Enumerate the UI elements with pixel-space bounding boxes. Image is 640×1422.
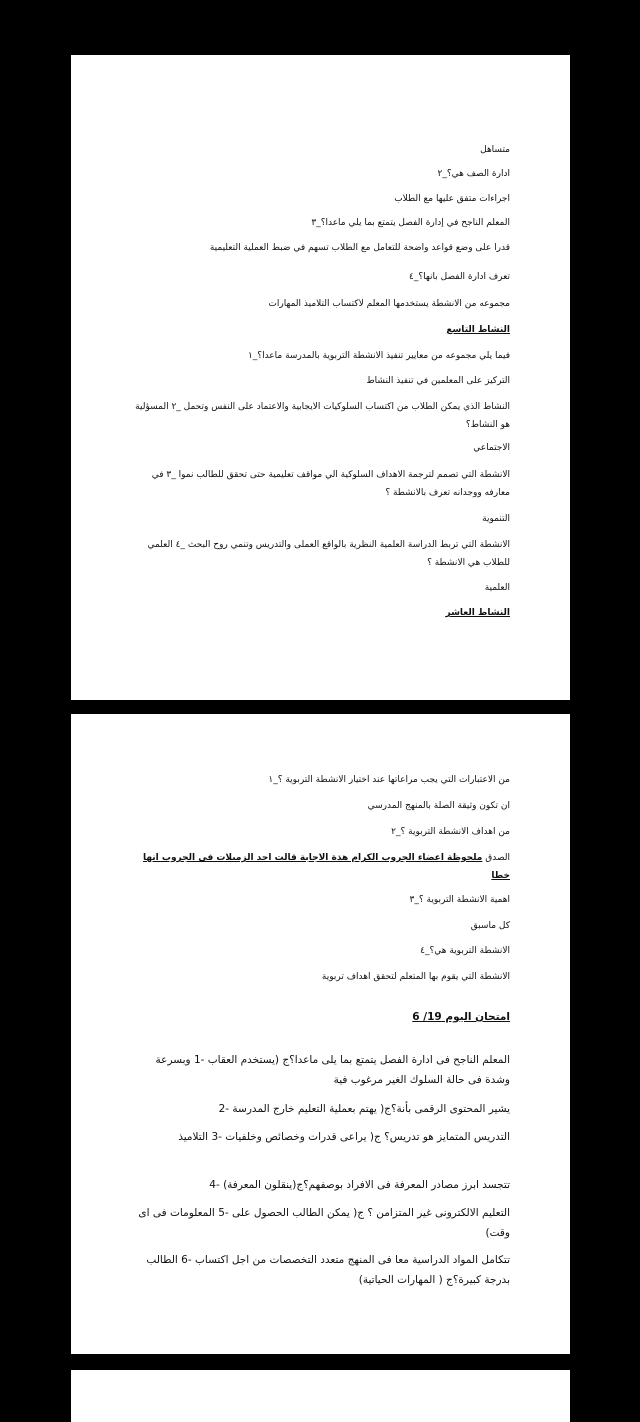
answer-line: التركيز على المعلمين في تنفيذ النشاط xyxy=(366,376,510,386)
answer-line: الانشطة التي يقوم بها المتعلم لتحقق اهداف تربوية xyxy=(321,972,510,982)
exam-item-2: يشير المحتوى الرقمى بأنة؟ج( يهتم بعملية التعليم خارج المدرسة -2 xyxy=(218,1103,510,1115)
document-page-2 xyxy=(71,714,570,1354)
question-line: من اهداف الانشطة التربوية ؟_٢ xyxy=(391,827,510,837)
question-line: ادارة الصف هي؟_٢ xyxy=(437,169,510,179)
answer-line: ان تكون وثيقة الصلة بالمنهج المدرسي xyxy=(367,801,510,811)
exam-heading: امتحان اليوم 19/ 6 xyxy=(412,1011,510,1023)
answer-line: التنموية xyxy=(482,514,510,524)
answer-line: مجموعه من الانشطة يستخدمها المعلم لاكتساب التلاميذ المهارات xyxy=(268,299,510,309)
exam-item-5: التعليم الالكترونى غير المتزامن ؟ ج( يمكن الطالب الحصول على -5 المعلومات فى اى وقت) xyxy=(138,1207,510,1239)
question-line: اهمية الانشطة التربوية ؟_٣ xyxy=(409,895,510,905)
answer-line: الاجتماعي xyxy=(473,443,510,453)
question-line: الانشطة التي تربط الدراسة العلمية النظرية بالواقع العملى والتدريس وتنمي روح البحث _٤ العلمي للطلاب هي الانشطة ؟ xyxy=(147,540,510,568)
question-line: فيما يلي مجموعه من معايير تنفيذ الانشطة التربوية بالمدرسة ماعدا؟_١ xyxy=(247,351,510,361)
exam-item-3: التدريس المتمايز هو تدريس؟ ج( يراعى قدرات وخصائص وخلفيات -3 التلاميذ xyxy=(178,1131,510,1143)
answer-line: اجراءات متفق عليها مع الطلاب xyxy=(394,194,510,204)
section-heading: النشاط العاشر xyxy=(445,608,510,618)
text-line: متساهل xyxy=(480,145,510,155)
document-page-1 xyxy=(71,55,570,700)
question-line: الانشطة التي تصمم لترجمة الاهداف السلوكية الي مواقف تعليمية حتى تحقق للطالب نموا _٣ في معارفه ووجدانه تعرف بالانشطة ؟ xyxy=(151,470,510,498)
answer-line: العلمية xyxy=(484,583,510,593)
answer-with-note xyxy=(130,849,510,885)
group-note: ملحوظة اعضاء الجروب الكرام هذة الاجابة قالت احد الزميلات فى الجروب انها خطا xyxy=(142,853,510,881)
question-line: تعرف ادارة الفصل بانها؟_٤ xyxy=(409,272,510,282)
question-line: من الاعتبارات التي يجب مراعاتها عند اختيار الانشطة التربوية ؟_١ xyxy=(268,775,510,785)
question-line: النشاط الذي يمكن الطلاب من اكتساب السلوكيات الايجابية والاعتماد على النفس وتحمل _٢ المسؤلية هو النشاط؟ xyxy=(135,402,510,430)
question-line: المعلم الناجح في إدارة الفصل يتمتع بما يلي ماعدا؟_٣ xyxy=(311,218,510,228)
question-line: الانشطة التربوية هي؟_٤ xyxy=(420,946,510,956)
answer-line: كل ماسبق xyxy=(470,921,510,931)
exam-item-6: تتكامل المواد الدراسية معا فى المنهج متعدد التخصصات من اجل اكتساب -6 الطالب بدرجة كبيرة؟ج ( المهارات الحياتية) xyxy=(146,1254,510,1286)
answer-text: الصدق xyxy=(485,853,510,863)
exam-item-1: المعلم الناجح فى ادارة الفصل يتمتع بما يلى ماعدا؟ج (يستخدم العقاب -1 وبسرعة وشدة فى حالة السلوك الغير مرغوب فية xyxy=(155,1054,510,1086)
document-page-3 xyxy=(71,1370,570,1422)
answer-line: قدرا على وضع قواعد واضحة للتعامل مع الطلاب تسهم في ضبط العملية التعليمية xyxy=(209,243,510,253)
exam-item-4: تتجسد ابرز مصادر المعرفة فى الافراد بوصفهم؟ج(ينقلون المعرفة) -4 xyxy=(209,1179,510,1191)
section-heading: النشاط التاسع xyxy=(446,325,510,335)
